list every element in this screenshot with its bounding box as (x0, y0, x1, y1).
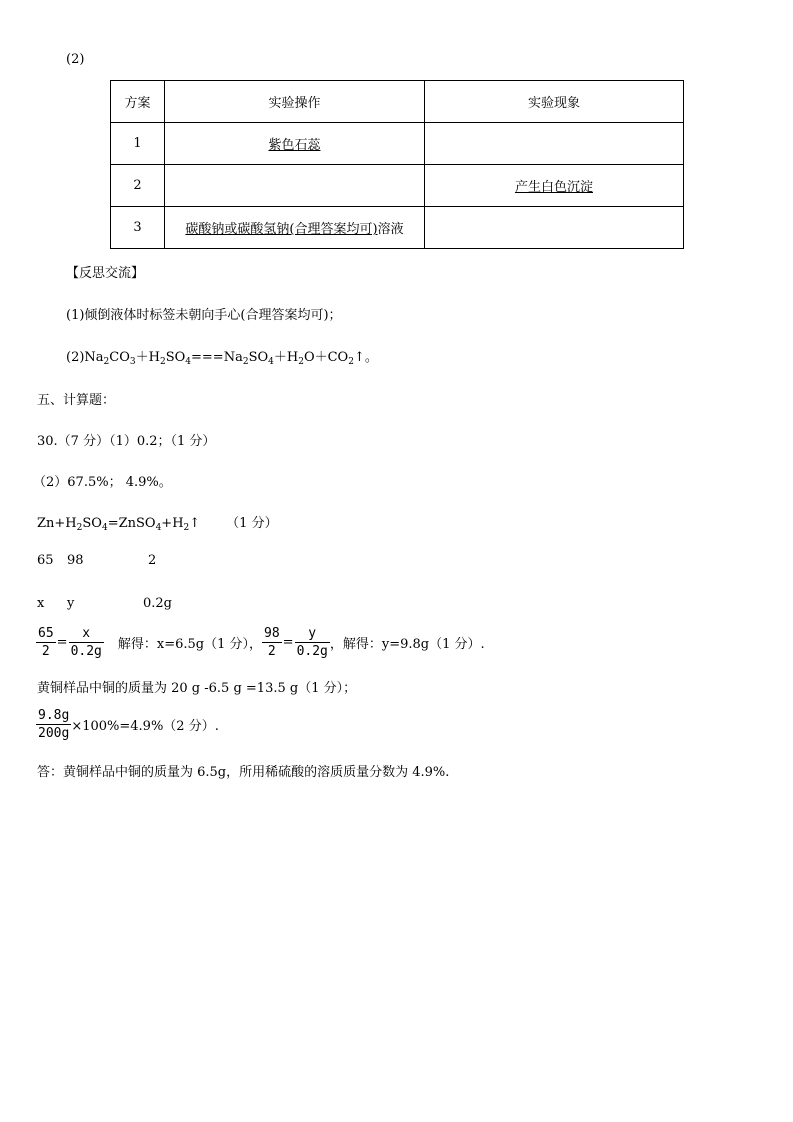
percent-tail: ×100%=4.9%（2 分）. (71, 719, 219, 734)
q30-line-1: 30.（7 分）（1）0.2；（1 分） (37, 434, 216, 449)
operation-answer: 紫色石蕊 (268, 138, 321, 153)
operation-suffix: 溶液 (377, 222, 404, 237)
mass-h2: 2 (148, 553, 157, 568)
header-scheme: 方案 (111, 81, 165, 123)
copper-mass-line: 黄铜样品中铜的质量为 20 g -6.5 g =13.5 g（1 分）； (37, 681, 357, 696)
reflection-item-1: (1)倾倒液体时标签未朝向手心(合理答案均可)； (66, 308, 342, 323)
operation-cell (165, 165, 425, 207)
fraction-x-over-0-2g: $\frac{x}{0.2g}$ (70, 626, 102, 659)
table-row (111, 207, 684, 249)
q30-line-2: （2）67.5%； 4.9%。 (33, 475, 172, 490)
section-5-heading: 五、计算题： (37, 393, 116, 408)
percent-line (36, 709, 219, 740)
var-h2-mass: 0.2g (143, 596, 172, 611)
table-header-row (111, 81, 684, 123)
fraction-9-8g-over-200g: $\frac{9.8g}{200g}$ (38, 708, 70, 741)
part-2-label: (2) (66, 52, 85, 67)
phenomenon-cell (425, 123, 684, 165)
final-answer: 答：黄铜样品中铜的质量为 6.5g，所用稀硫酸的溶质质量分数为 4.9%. (37, 765, 450, 780)
mass-zn: 65 (37, 553, 54, 568)
solve-y-text: ，解得：y=9.8g（1 分）. (329, 637, 485, 652)
table-row (111, 123, 684, 165)
scheme-number: 2 (111, 165, 165, 207)
header-operation: 实验操作 (165, 81, 425, 123)
experiment-table (110, 80, 684, 249)
reaction-equation: $Zn+H_2SO_4=ZnSO_4+H_2↑$ （1 分） (37, 516, 278, 533)
proportion-line: $\frac{65}{2}$ = $\frac{x}{0.2g}$ 解得：x=6.5g（1 分）， $\frac{98}{2}$ = $\frac{y}{0.2g}$ ，解得：y=9.8g（1 分）. (38, 626, 485, 659)
scheme-number: 1 (111, 123, 165, 165)
solve-x-text: 解得：x=6.5g（1 分）， (117, 637, 262, 652)
reflection-item-2: $(2)Na_2CO_3+H_2SO_4===Na_2SO_4+H_2O+CO_2↑$。 (66, 350, 378, 367)
reflection-title: 【反思交流】 (66, 266, 145, 281)
header-phenomenon: 实验现象 (425, 81, 684, 123)
operation-cell (165, 207, 425, 249)
mass-h2so4: 98 (67, 553, 84, 568)
fraction-65-over-2: $\frac{65}{2}$ (38, 626, 54, 659)
var-x: x (37, 596, 45, 611)
fraction-98-over-2: $\frac{98}{2}$ (264, 626, 280, 659)
operation-cell (165, 123, 425, 165)
operation-answer: 碳酸钠或碳酸氢钠(合理答案均可) (185, 222, 378, 237)
var-y: y (67, 596, 75, 611)
phenomenon-cell (425, 207, 684, 249)
phenomenon-answer: 产生白色沉淀 (514, 180, 593, 195)
table-row (111, 165, 684, 207)
phenomenon-cell (425, 165, 684, 207)
fraction-y-over-0-2g: $\frac{y}{0.2g}$ (296, 626, 328, 659)
scheme-number: 3 (111, 207, 165, 249)
